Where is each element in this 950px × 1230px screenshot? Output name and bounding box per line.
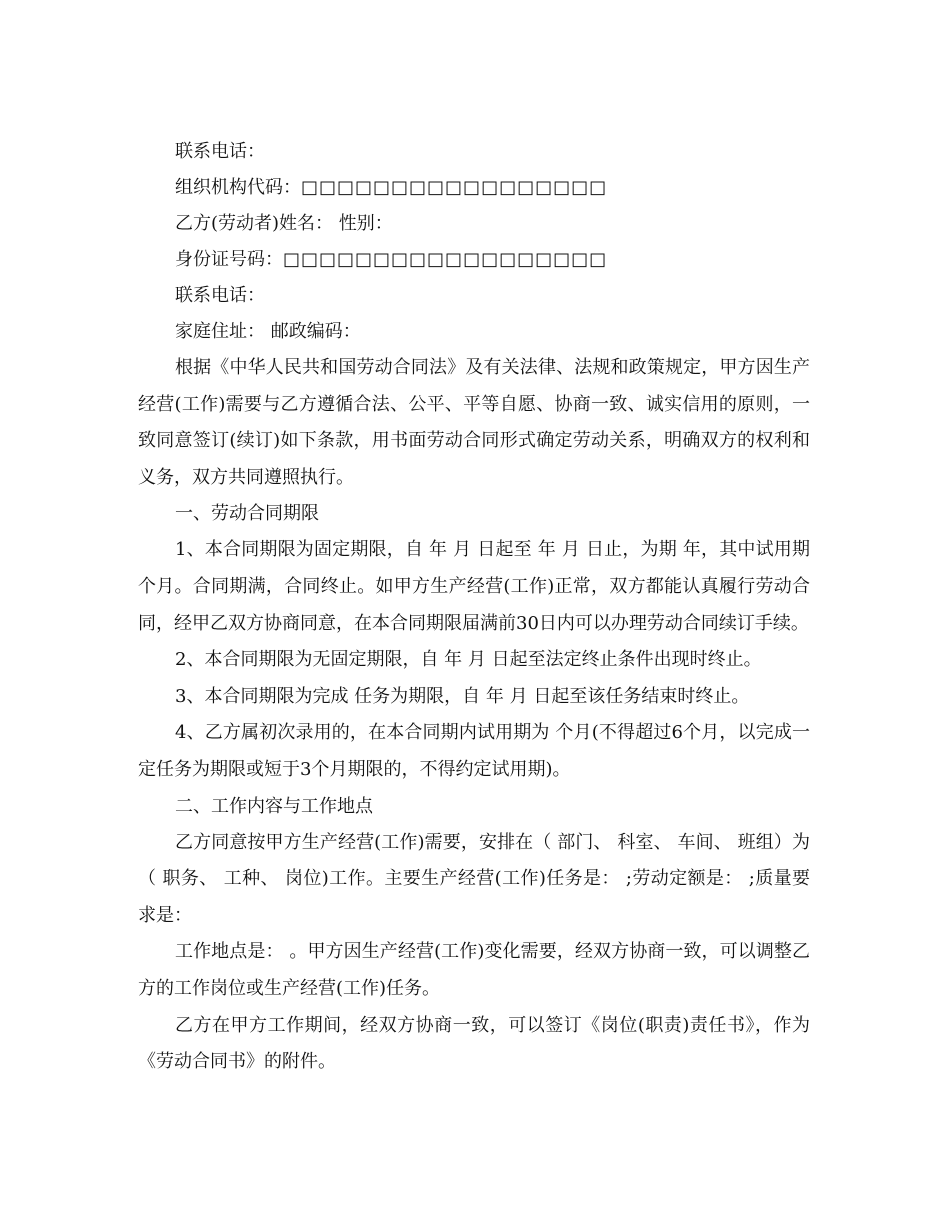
id-number-label: 身份证号码： — [175, 249, 283, 270]
work-assignment-paragraph: 乙方同意按甲方生产经营(工作)需要，安排在（ 部门、 科室、 车间、 班组）为（ 职务、 工种、 岗位)工作。主要生产经营(工作)任务是： ;劳动定额是： ;质量要求是： — [138, 831, 810, 926]
section-heading-work: 二、工作内容与工作地点 — [175, 795, 373, 817]
employee-name-gender-line: 乙方(劳动者)姓名： 性别： — [175, 213, 393, 234]
responsibility-letter-paragraph: 乙方在甲方工作期间，经双方协商一致，可以签订《岗位(职责)责任书》，作为《劳动合同书》的附件。 — [138, 1014, 810, 1073]
org-code-line — [138, 170, 810, 206]
section-heading-term: 一、劳动合同期限 — [175, 503, 319, 525]
org-code-boxes: □□□□□□□□□□□□□□□□□ — [301, 177, 608, 198]
clause-fixed-term: 1、本合同期限为固定期限，自 年 月 日起至 年 月 日止，为期 年，其中试用期 个月。合同期满，合同终止。如甲方生产经营(工作)正常，双方都能认真履行劳动合同，经甲乙双方协商同意，在本合同期限届满前30日内可以办理劳动合同续订手续。 — [138, 539, 810, 634]
work-location-paragraph: 工作地点是： 。甲方因生产经营(工作)变化需要，经双方协商一致，可以调整乙方的工作岗位或生产经营(工作)任务。 — [138, 941, 810, 999]
home-address-postcode-line: 家庭住址： 邮政编码： — [175, 321, 361, 342]
clause-task-based: 3、本合同期限为完成 任务为期限，自 年 月 日起至该任务结束时终止。 — [175, 685, 750, 707]
clause-probation: 4、乙方属初次录用的，在本合同期内试用期为 个月(不得超过6个月，以完成一定任务为期限或短于3个月期限的，不得约定试用期)。 — [138, 722, 810, 780]
employer-phone-line: 联系电话： — [175, 141, 265, 162]
preamble-paragraph: 根据《中华人民共和国劳动合同法》及有关法律、法规和政策规定，甲方因生产经营(工作)需要与乙方遵循合法、公平、平等自愿、协商一致、诚实信用的原则，一致同意签订(续订)如下条款，用书面劳动合同形式确定劳动关系，明确双方的权利和义务，双方共同遵照执行。 — [138, 357, 810, 488]
document-body — [138, 134, 810, 1081]
clause-open-ended: 2、本合同期限为无固定期限，自 年 月 日起至法定终止条件出现时终止。 — [175, 649, 762, 671]
id-number-line — [138, 242, 810, 278]
id-number-boxes: □□□□□□□□□□□□□□□□□□ — [283, 249, 608, 270]
employee-phone-line: 联系电话： — [175, 285, 265, 306]
org-code-label: 组织机构代码： — [175, 177, 301, 198]
